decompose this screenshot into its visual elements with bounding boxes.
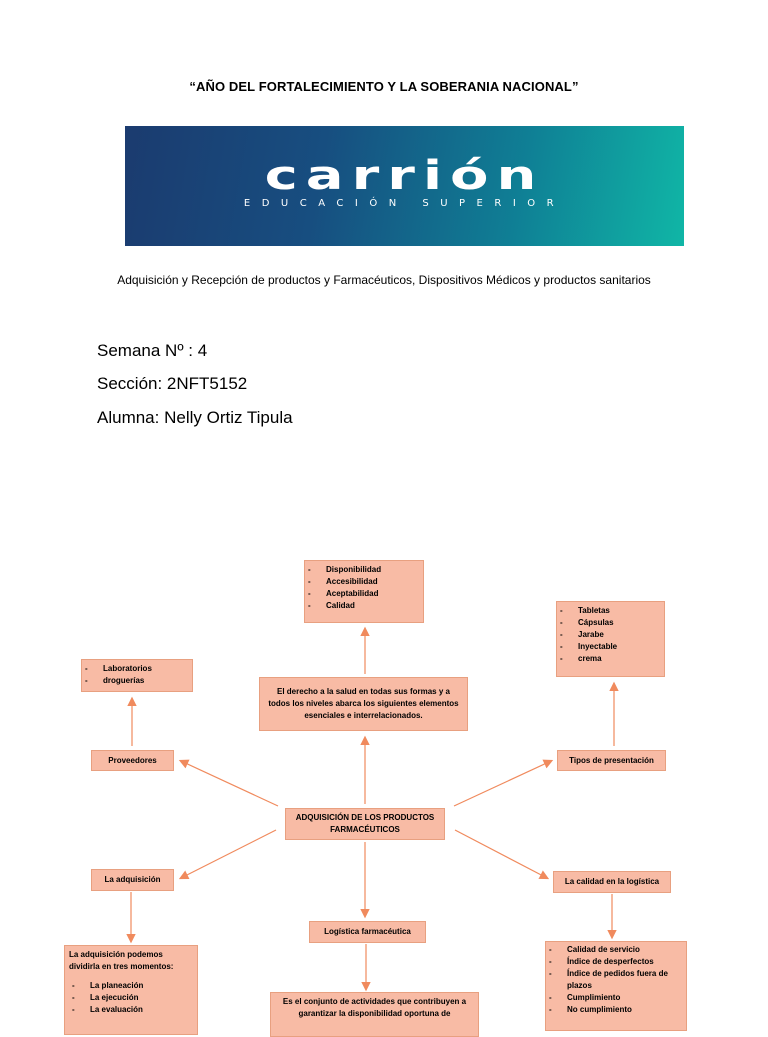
arrow-center-to-quality	[455, 830, 547, 878]
provider-type-item: - droguerías	[82, 675, 192, 687]
quality-box	[553, 871, 671, 893]
providers-label: Proveedores	[108, 755, 157, 765]
presentation-type-item: - Jarabe	[557, 629, 664, 641]
rights-box	[259, 677, 468, 731]
central-label: ADQUISICIÓN DE LOS PRODUCTOS FARMACÉUTICOS	[295, 813, 435, 834]
providers-box	[91, 750, 174, 771]
element-item: - Calidad	[305, 600, 423, 612]
student-name: Alumna: Nelly Ortiz Tipula	[97, 408, 293, 427]
logistics-label: Logística farmacéutica	[324, 927, 411, 936]
year-title: “AÑO DEL FORTALECIMIENTO Y LA SOBERANIA NACIONAL”	[189, 79, 579, 94]
logistics-text: Es el conjunto de actividades que contribuyen a garantizar la disponibilidad oportuna de	[282, 997, 467, 1018]
element-item: - Disponibilidad	[305, 564, 423, 576]
arrow-center-to-providers	[181, 761, 278, 806]
presentation-label: Tipos de presentación	[569, 755, 654, 765]
presentation-type-item: - crema	[557, 653, 664, 665]
acquisition-moment: - La planeación	[69, 980, 193, 992]
brand-name: carrión	[264, 152, 545, 200]
logistics-box	[309, 921, 426, 943]
quality-item: - Índice de desperfectos	[546, 956, 686, 968]
quality-item: - Calidad de servicio	[546, 944, 686, 956]
acquisition-moment: - La ejecución	[69, 992, 193, 1004]
acquisition-text-box	[64, 945, 198, 1035]
provider-type-item: - Laboratorios	[82, 663, 192, 675]
element-item: - Accesibilidad	[305, 576, 423, 588]
presentation-type-item: - Cápsulas	[557, 617, 664, 629]
presentation-type-item: - Inyectable	[557, 641, 664, 653]
quality-label: La calidad en la logística	[564, 877, 660, 886]
week-label: Semana Nº : 4	[97, 341, 208, 360]
acquisition-moment: - La evaluación	[69, 1004, 193, 1016]
quality-item: - No cumplimiento	[546, 1004, 686, 1016]
provider-types-box	[81, 659, 193, 692]
elements-box	[304, 560, 424, 623]
element-item: - Aceptabilidad	[305, 588, 423, 600]
arrow-center-to-acquisition	[181, 830, 276, 878]
presentation-types-box	[556, 601, 665, 677]
central-node	[285, 808, 445, 840]
acquisition-box	[91, 869, 174, 891]
quality-item: - Cumplimiento	[546, 992, 686, 1004]
brand-tagline: EDUCACIÓN SUPERIOR	[243, 198, 566, 209]
quality-items-box	[545, 941, 687, 1031]
presentation-box	[557, 750, 666, 771]
acquisition-label: La adquisición	[104, 875, 161, 884]
arrow-center-to-presentation	[454, 761, 551, 806]
rights-text: El derecho a la salud en todas sus formas y a todos los niveles abarca los siguientes elementos esenciales e interrelacionados.	[268, 687, 459, 720]
section-label: Sección: 2NFT5152	[97, 374, 248, 393]
course-subject: Adquisición y Recepción de productos y Farmacéuticos, Dispositivos Médicos y productos sanitarios	[117, 273, 651, 287]
presentation-type-item: - Tabletas	[557, 605, 664, 617]
acquisition-text: La adquisición podemos dividirla en tres momentos:	[69, 950, 174, 971]
logistics-text-box	[270, 992, 479, 1037]
quality-item: - Índice de pedidos fuera de plazos	[546, 968, 686, 992]
